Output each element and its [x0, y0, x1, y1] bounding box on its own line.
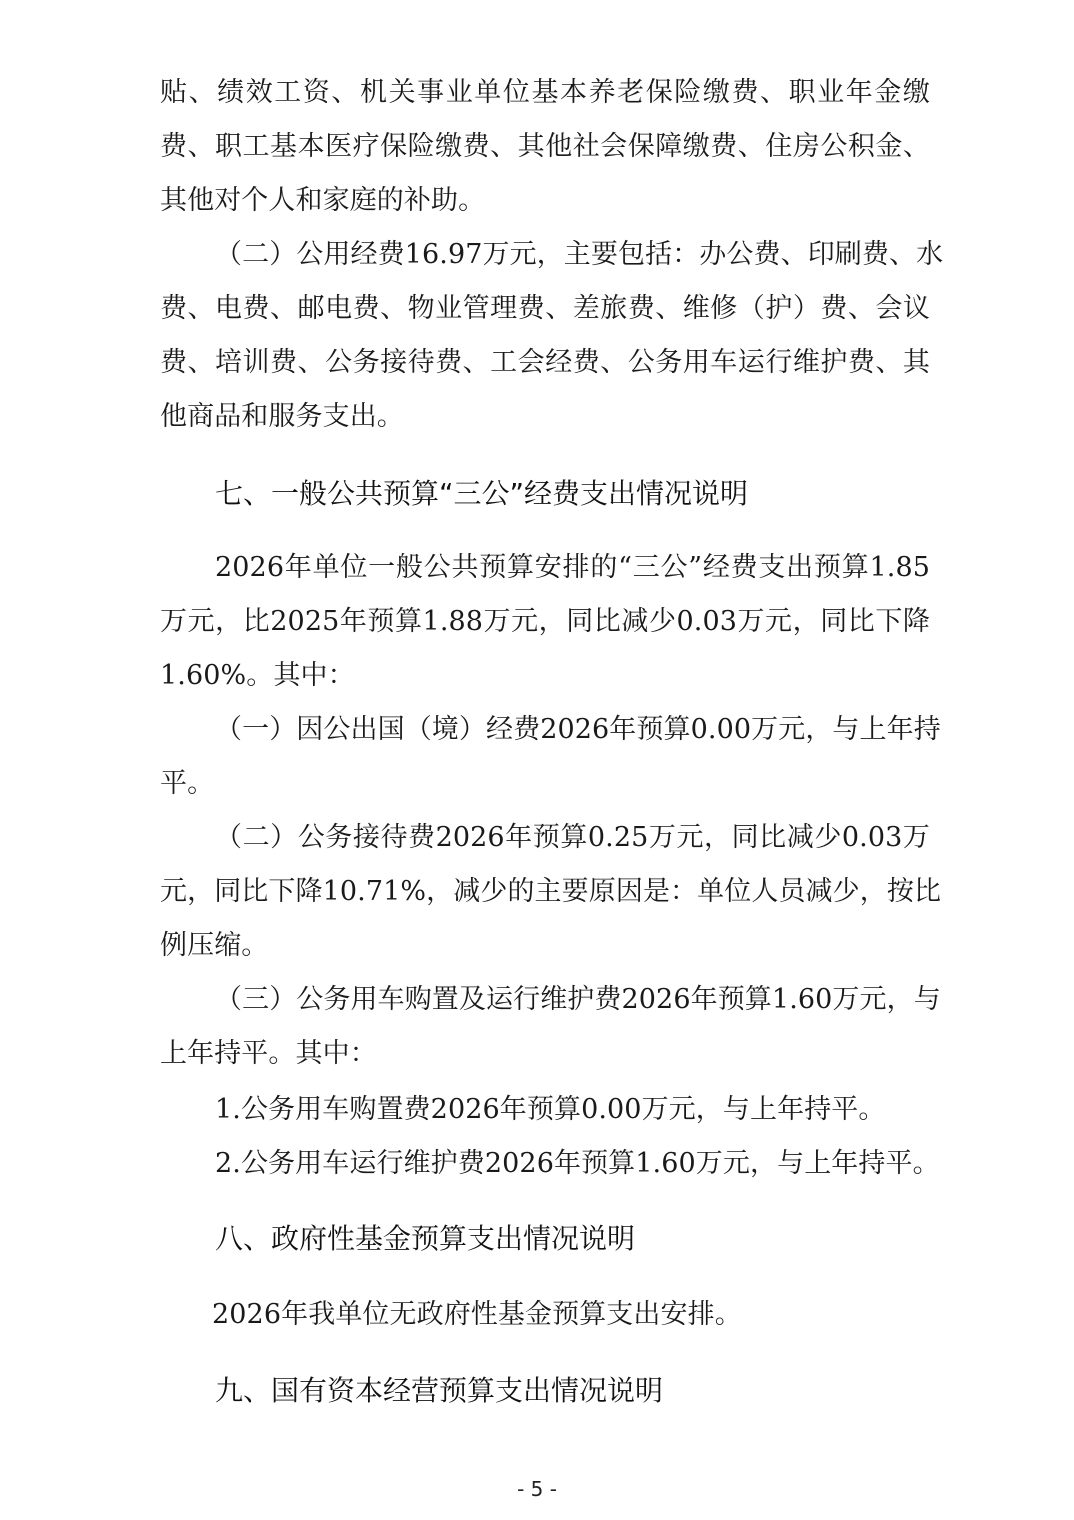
- section-heading-eight: 八、政府性基金预算支出情况说明: [215, 1222, 636, 1255]
- paragraph-line: （二）公用经费16.97万元，主要包括：办公费、印刷费、水: [215, 239, 944, 270]
- paragraph-line: （三）公务用车购置及运行维护费2026年预算1.60万元，与: [215, 984, 941, 1015]
- page-number: - 5 -: [517, 1477, 557, 1501]
- paragraph-line: 上年持平。其中：: [160, 1038, 377, 1069]
- paragraph-line: 他商品和服务支出。: [160, 401, 404, 432]
- paragraph-line: 费、电费、邮电费、物业管理费、差旅费、维修（护）费、会议: [160, 293, 930, 324]
- paragraph-line: 万元，比2025年预算1.88万元，同比减少0.03万元，同比下降: [160, 606, 930, 637]
- paragraph-line: 其他对个人和家庭的补助。: [160, 185, 486, 216]
- section-heading-nine: 九、国有资本经营预算支出情况说明: [215, 1374, 664, 1407]
- paragraph-line: 费、培训费、公务接待费、工会经费、公务用车运行维护费、其: [160, 347, 930, 378]
- paragraph-line: 元，同比下降10.71%，减少的主要原因是：单位人员减少，按比: [160, 876, 942, 907]
- paragraph-line: （一）因公出国（境）经费2026年预算0.00万元，与上年持: [215, 714, 941, 745]
- paragraph-line: 费、职工基本医疗保险缴费、其他社会保障缴费、住房公积金、: [160, 131, 930, 162]
- paragraph-line: 例压缩。: [160, 930, 269, 961]
- paragraph-line: 平。: [160, 768, 215, 799]
- section-heading-seven: 七、一般公共预算“三公”经费支出情况说明: [215, 477, 749, 510]
- paragraph-line: 2026年我单位无政府性基金预算支出安排。: [212, 1299, 742, 1330]
- paragraph-line: 贴、绩效工资、机关事业单位基本养老保险缴费、职业年金缴: [160, 77, 930, 108]
- paragraph-line: 1.60%。其中：: [160, 660, 355, 691]
- list-item: 1.公务用车购置费2026年预算0.00万元，与上年持平。: [215, 1094, 886, 1125]
- paragraph-line: （二）公务接待费2026年预算0.25万元，同比减少0.03万: [215, 822, 930, 853]
- list-item: 2.公务用车运行维护费2026年预算1.60万元，与上年持平。: [215, 1148, 940, 1179]
- paragraph-line: 2026年单位一般公共预算安排的“三公”经费支出预算1.85: [215, 552, 930, 583]
